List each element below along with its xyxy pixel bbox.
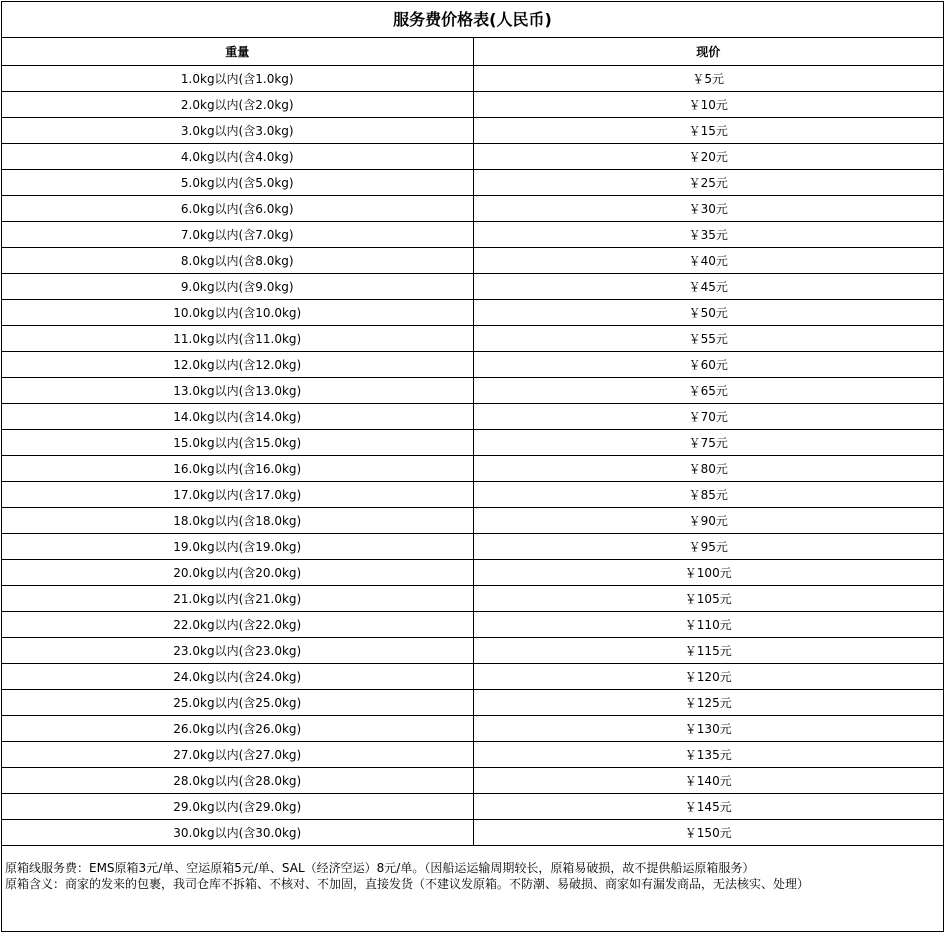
table-row [2, 663, 943, 689]
price-cell: ￥25元 [473, 169, 943, 195]
table-row [2, 793, 943, 819]
price-cell: ￥35元 [473, 221, 943, 247]
table-row [2, 169, 943, 195]
table-row [2, 429, 943, 455]
price-cell: ￥85元 [473, 481, 943, 507]
price-cell: ￥135元 [473, 741, 943, 767]
header-price: 现价 [473, 38, 943, 65]
note-line-original-box: 原箱含义：商家的发来的包裹，我司仓库不拆箱、不核对、不加固，直接发货（不建议发原箱。不防潮、易破损、商家如有漏发商品，无法核实、处理） [5, 876, 810, 891]
price-cell: ￥60元 [473, 351, 943, 377]
weight-cell: 16.0kg以内(含16.0kg) [2, 455, 473, 481]
notes [2, 846, 943, 892]
table-row [2, 819, 943, 845]
table-row [2, 507, 943, 533]
table-row [2, 585, 943, 611]
table-row [2, 325, 943, 351]
weight-cell: 20.0kg以内(含20.0kg) [2, 559, 473, 585]
price-cell: ￥100元 [473, 559, 943, 585]
price-cell: ￥110元 [473, 611, 943, 637]
table-row [2, 559, 943, 585]
price-cell: ￥140元 [473, 767, 943, 793]
price-cell: ￥75元 [473, 429, 943, 455]
price-cell: ￥15元 [473, 117, 943, 143]
weight-cell: 3.0kg以内(含3.0kg) [2, 117, 473, 143]
weight-cell: 12.0kg以内(含12.0kg) [2, 351, 473, 377]
weight-cell: 7.0kg以内(含7.0kg) [2, 221, 473, 247]
table-row [2, 741, 943, 767]
weight-cell: 25.0kg以内(含25.0kg) [2, 689, 473, 715]
weight-cell: 28.0kg以内(含28.0kg) [2, 767, 473, 793]
table-row [2, 143, 943, 169]
price-cell: ￥95元 [473, 533, 943, 559]
header-weight: 重量 [2, 38, 473, 65]
price-cell: ￥130元 [473, 715, 943, 741]
table-row [2, 455, 943, 481]
table-row [2, 715, 943, 741]
weight-cell: 4.0kg以内(含4.0kg) [2, 143, 473, 169]
table-row [2, 481, 943, 507]
table-row [2, 611, 943, 637]
weight-cell: 14.0kg以内(含14.0kg) [2, 403, 473, 429]
price-cell: ￥120元 [473, 663, 943, 689]
table-row [2, 377, 943, 403]
price-cell: ￥125元 [473, 689, 943, 715]
table-row [2, 117, 943, 143]
weight-cell: 21.0kg以内(含21.0kg) [2, 585, 473, 611]
table-row [2, 351, 943, 377]
table-row [2, 221, 943, 247]
price-cell: ￥20元 [473, 143, 943, 169]
weight-cell: 15.0kg以内(含15.0kg) [2, 429, 473, 455]
table-row [2, 403, 943, 429]
table-header-row [2, 38, 943, 65]
table-row [2, 637, 943, 663]
price-cell: ￥150元 [473, 819, 943, 845]
price-cell: ￥80元 [473, 455, 943, 481]
price-cell: ￥105元 [473, 585, 943, 611]
note-line-shipping-fee: 原箱线服务费：EMS原箱3元/单、空运原箱5元/单、SAL（经济空运）8元/单。（因船运运输周期较长，原箱易破损，故不提供船运原箱服务） [5, 860, 755, 875]
price-cell: ￥115元 [473, 637, 943, 663]
table-row [2, 767, 943, 793]
table-row [2, 273, 943, 299]
weight-cell: 22.0kg以内(含22.0kg) [2, 611, 473, 637]
weight-cell: 11.0kg以内(含11.0kg) [2, 325, 473, 351]
price-cell: ￥40元 [473, 247, 943, 273]
page-title: 服务费价格表(人民币) [2, 2, 943, 38]
price-cell: ￥30元 [473, 195, 943, 221]
table-row [2, 533, 943, 559]
table-row [2, 299, 943, 325]
price-cell: ￥65元 [473, 377, 943, 403]
weight-cell: 6.0kg以内(含6.0kg) [2, 195, 473, 221]
price-cell: ￥50元 [473, 299, 943, 325]
weight-cell: 29.0kg以内(含29.0kg) [2, 793, 473, 819]
price-table [2, 38, 943, 846]
table-row [2, 195, 943, 221]
weight-cell: 27.0kg以内(含27.0kg) [2, 741, 473, 767]
price-cell: ￥145元 [473, 793, 943, 819]
weight-cell: 26.0kg以内(含26.0kg) [2, 715, 473, 741]
price-cell: ￥55元 [473, 325, 943, 351]
weight-cell: 9.0kg以内(含9.0kg) [2, 273, 473, 299]
weight-cell: 2.0kg以内(含2.0kg) [2, 91, 473, 117]
price-cell: ￥70元 [473, 403, 943, 429]
weight-cell: 19.0kg以内(含19.0kg) [2, 533, 473, 559]
weight-cell: 24.0kg以内(含24.0kg) [2, 663, 473, 689]
weight-cell: 1.0kg以内(含1.0kg) [2, 65, 473, 91]
weight-cell: 8.0kg以内(含8.0kg) [2, 247, 473, 273]
table-row [2, 247, 943, 273]
price-cell: ￥90元 [473, 507, 943, 533]
table-row [2, 65, 943, 91]
price-sheet [1, 1, 944, 932]
weight-cell: 13.0kg以内(含13.0kg) [2, 377, 473, 403]
price-cell: ￥5元 [473, 65, 943, 91]
weight-cell: 17.0kg以内(含17.0kg) [2, 481, 473, 507]
price-cell: ￥10元 [473, 91, 943, 117]
weight-cell: 23.0kg以内(含23.0kg) [2, 637, 473, 663]
weight-cell: 30.0kg以内(含30.0kg) [2, 819, 473, 845]
table-body [2, 65, 943, 845]
table-row [2, 689, 943, 715]
price-cell: ￥45元 [473, 273, 943, 299]
weight-cell: 5.0kg以内(含5.0kg) [2, 169, 473, 195]
weight-cell: 10.0kg以内(含10.0kg) [2, 299, 473, 325]
table-row [2, 91, 943, 117]
weight-cell: 18.0kg以内(含18.0kg) [2, 507, 473, 533]
